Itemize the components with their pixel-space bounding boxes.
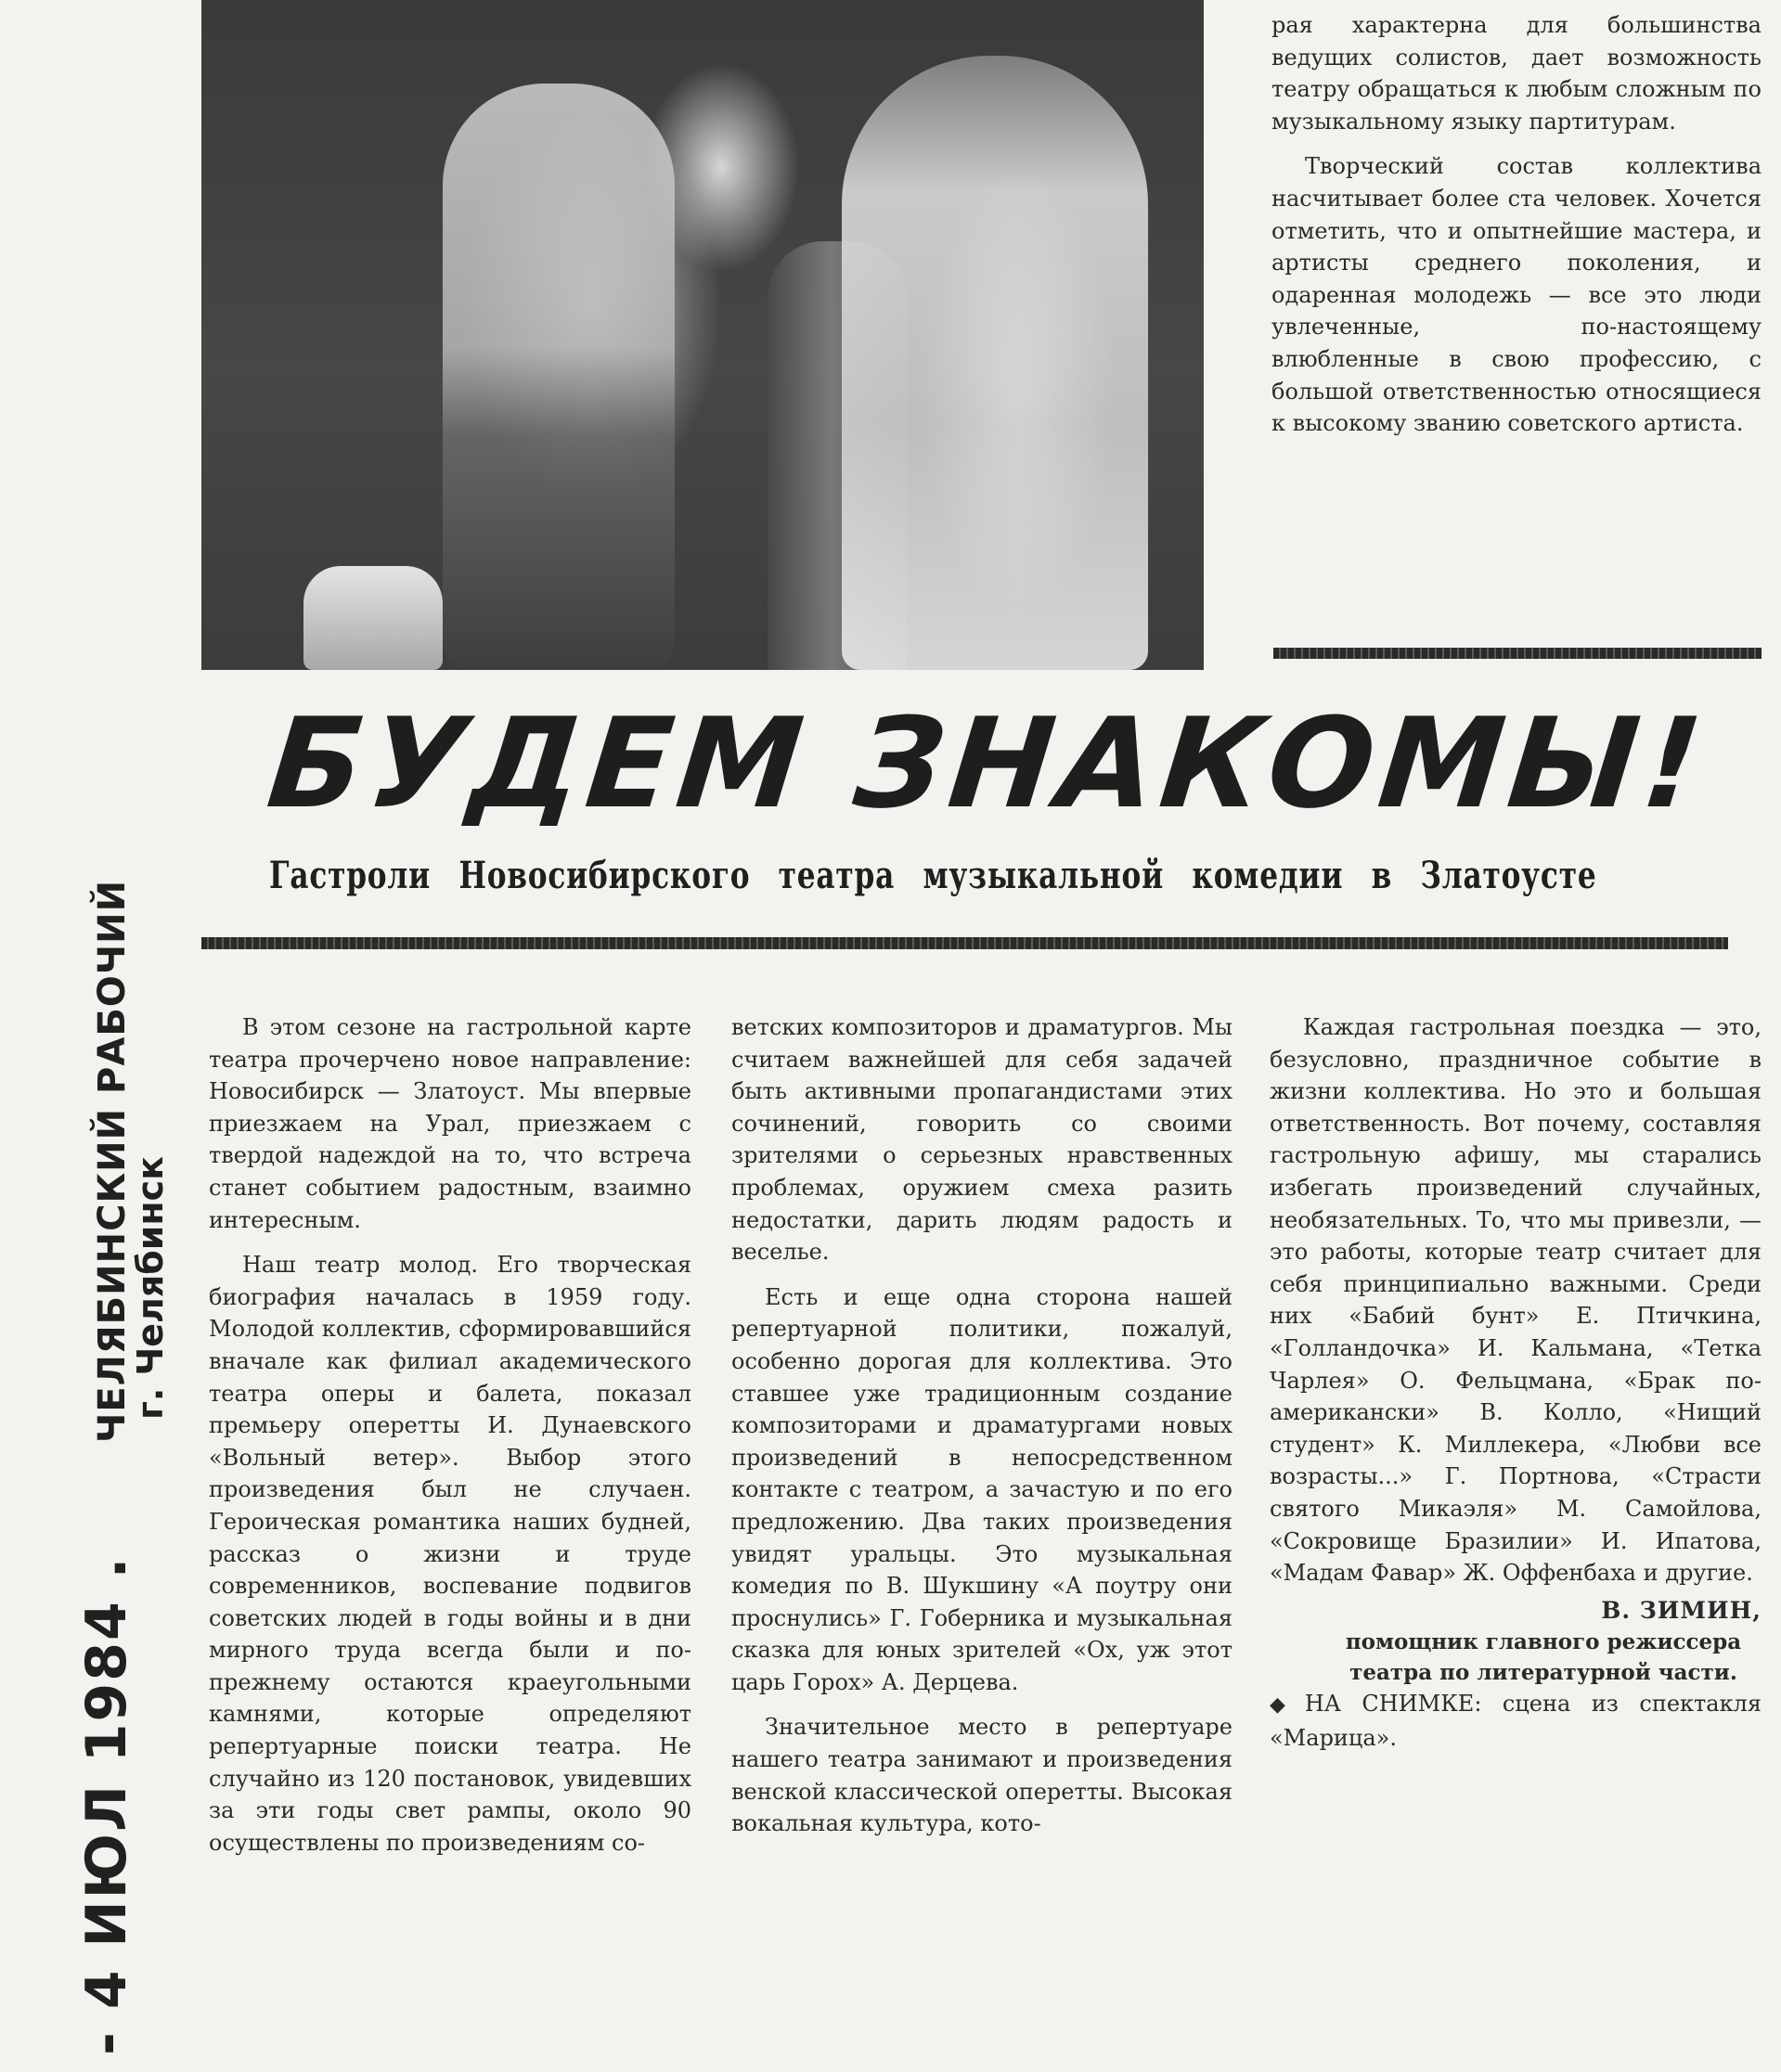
article-column-1 [209, 1011, 691, 1859]
author-role: помощник главного режиссера театра по литературной части. [1345, 1629, 1742, 1686]
photo-urn-prop [303, 566, 443, 670]
stamp-newspaper-name: ЧЕЛЯБИНСКИЙ РАБОЧИЙ [91, 879, 134, 1443]
column-paragraph: ветских композиторов и драматургов. Мы считаем важнейшей для себя задачей быть активными пропагандистами этих сочинений, говорить со своими зрителями о серьезных нравственных проблемах, оружием смеха разить недостатки, дарить людям радость и веселье. [731, 1014, 1233, 1266]
diamond-bullet-icon: ◆ [1270, 1693, 1299, 1718]
article-subheadline: Гастроли Новосибирского театра музыкальной комедии в Златоусте [269, 854, 1597, 897]
column-paragraph: Есть и еще одна сторона нашей репертуарной политики, пожалуй, особенно дорогая для коллектива. Это ставшее уже традиционным создание композиторами и драматургами новых произведений в непосредственном контакте с театром, а зачастую и по его предложению. Два таких произведения увидят уральцы. Это музыкальная комедия по В. Шукшину «А поутру они проснулись» Г. Гоберника и музыкальная сказка для юных зрителей «Ох, уж этот царь Горох» А. Дерцева. [731, 1283, 1233, 1695]
top-right-column [1271, 9, 1762, 440]
stamp-city: г. Челябинск [130, 1156, 171, 1420]
column-paragraph: Каждая гастрольная поездка — это, безусловно, праздничное событие в жизни коллектива. Но это и большая ответственность. Вот почему, составляя гастрольную афишу, мы старались избегать произведений случайных, необязательных. То, что мы привезли, — это работы, которые театр считает для себя принципиально важными. Среди них «Бабий бунт» Е. Птичкина, «Голландочка» И. Кальмана, «Тетка Чарлея» О. Фельцмана, «Брак по-американски» В. Колло, «Нищий студент» К. Миллекера, «Любви все возрасты...» Г. Портнова, «Страсти святого Микаэля» М. Самойлова, «Сокровище Бразилии» И. Ипатова, «Мадам Фавар» Ж. Оффенбаха и другие. [1270, 1014, 1762, 1587]
stamp-date: - 4 ИЮЛ 1984 . [74, 1555, 139, 2055]
photo-actor-figure [443, 84, 675, 670]
top-column-paragraph: Творческий состав коллектива насчитывает более ста человек. Хочется отметить, что и опытнейшие мастера, и артисты среднего поколения, и одаренная молодежь — все это люди увлеченные, по-настоящему влюбленные в свою профессию, с большой ответственностью относящиеся к высокому званию советского артиста. [1271, 153, 1762, 437]
top-divider-rule [1273, 648, 1762, 659]
stage-photo [201, 0, 1204, 670]
photo-caption [1270, 1688, 1762, 1754]
headline-divider-rule [201, 937, 1728, 949]
column-paragraph: Наш театр молод. Его творческая биография началась в 1959 году. Молодой коллектив, сформировавшийся вначале как филиал академического театра оперы и балета, показал премьеру оперетты И. Дунаевского «Вольный ветер». Выбор этого произведения был не случаен. Героическая романтика наших будней, рассказ о жизни и труде современников, воспевание подвигов советских людей в годы войны и в дни мирного труда всегда были и по-прежнему остаются краеугольными камнями, которые определяют репертуарные поиски театра. Не случайно из 120 постановок, увидевших за эти годы свет рампы, около 90 осуществлены по произведениям со- [209, 1252, 691, 1856]
article-column-2 [731, 1011, 1233, 1840]
clipping-stamp [37, 879, 186, 2069]
author-name: В. ЗИМИН, [1601, 1596, 1762, 1624]
photo-actress-figure [842, 56, 1148, 670]
column-paragraph: Значительное место в репертуаре нашего театра занимают и произведения венской классической оперетты. Высокая вокальная культура, кото- [731, 1714, 1233, 1837]
photo-caption-text: НА СНИМКЕ: сцена из спектакля «Марица». [1270, 1691, 1762, 1751]
article-column-3 [1270, 1011, 1762, 1754]
top-column-paragraph: рая характерна для большинства ведущих солистов, дает возможность театру обращаться к любым сложным по музыкальному языку партитурам. [1271, 12, 1762, 135]
column-paragraph: В этом сезоне на гастрольной карте театра прочерчено новое направление: Новосибирск — Златоуст. Мы впервые приезжаем на Урал, приезжаем с твердой надеждой на то, что встреча станет событием радостным, взаимно интересным. [209, 1014, 691, 1233]
article-headline: БУДЕМ ЗНАКОМЫ! [261, 691, 1714, 836]
